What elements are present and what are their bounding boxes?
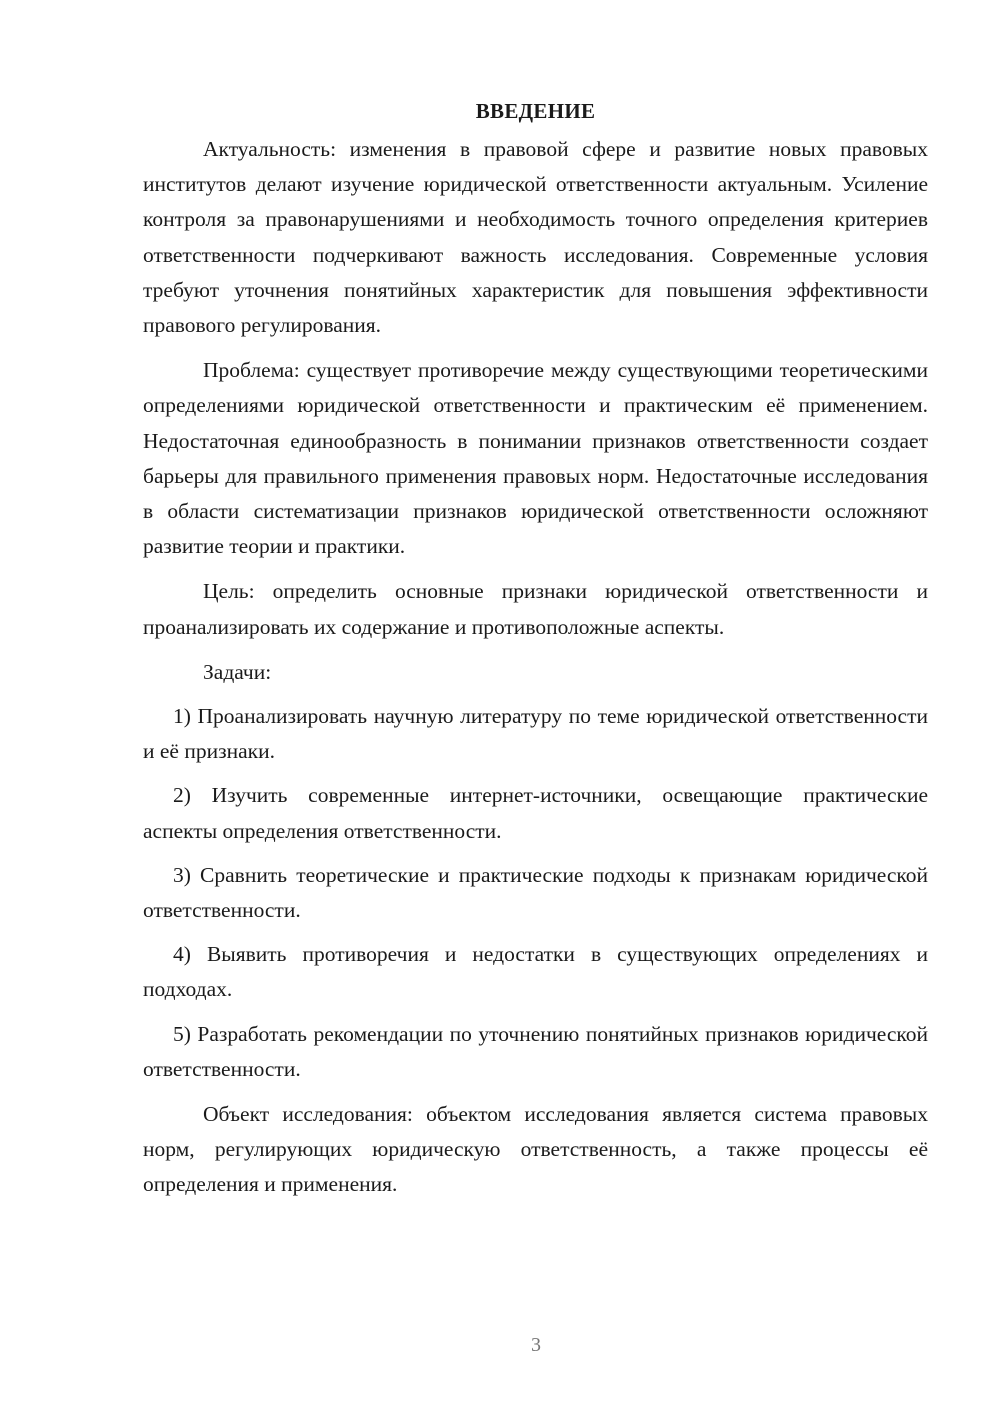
tasks-heading: Задачи:: [203, 659, 272, 684]
paragraph-relevance: Актуальность: изменения в правовой сфере и развитие новых правовых институтов делают изучение юридической ответственности актуальным. Усиление контроля за правонарушениями и необходимость точного определения критериев ответственности подчеркивают важность исследования. Современные условия требуют уточнения понятийных характеристик для повышения эффективности правового регулирования.: [143, 137, 928, 338]
page-title: ВВЕДЕНИЕ: [475, 99, 596, 123]
task-item-5: 5) Разработать рекомендации по уточнению понятийных признаков юридической ответственности.: [143, 1021, 928, 1081]
page-number: 3: [531, 1334, 541, 1356]
paragraph-goal: Цель: определить основные признаки юридической ответственности и проанализировать их содержание и противоположные аспекты.: [143, 579, 928, 639]
task-item-2: 2) Изучить современные интернет-источники, освещающие практические аспекты определения ответственности.: [143, 783, 928, 843]
paragraph-problem: Проблема: существует противоречие между существующими теоретическими определениями юридической ответственности и практическим её применением. Недостаточная единообразность в понимании признаков ответственности создает барьеры для правильного применения правовых норм. Недостаточные исследования в области систематизации признаков юридической ответственности осложняют развитие теории и практики.: [143, 358, 928, 559]
task-item-3: 3) Сравнить теоретические и практические подходы к признакам юридической ответственности.: [143, 862, 928, 923]
paragraph-object: Объект исследования: объектом исследования является система правовых норм, регулирующих юридическую ответственность, а также процессы её определения и применения.: [143, 1102, 928, 1197]
page-content: [143, 94, 928, 1203]
task-item-4: 4) Выявить противоречия и недостатки в существующих определениях и подходах.: [143, 942, 928, 1002]
task-item-1: 1) Проанализировать научную литературу по теме юридической ответственности и её признаки.: [143, 704, 928, 764]
